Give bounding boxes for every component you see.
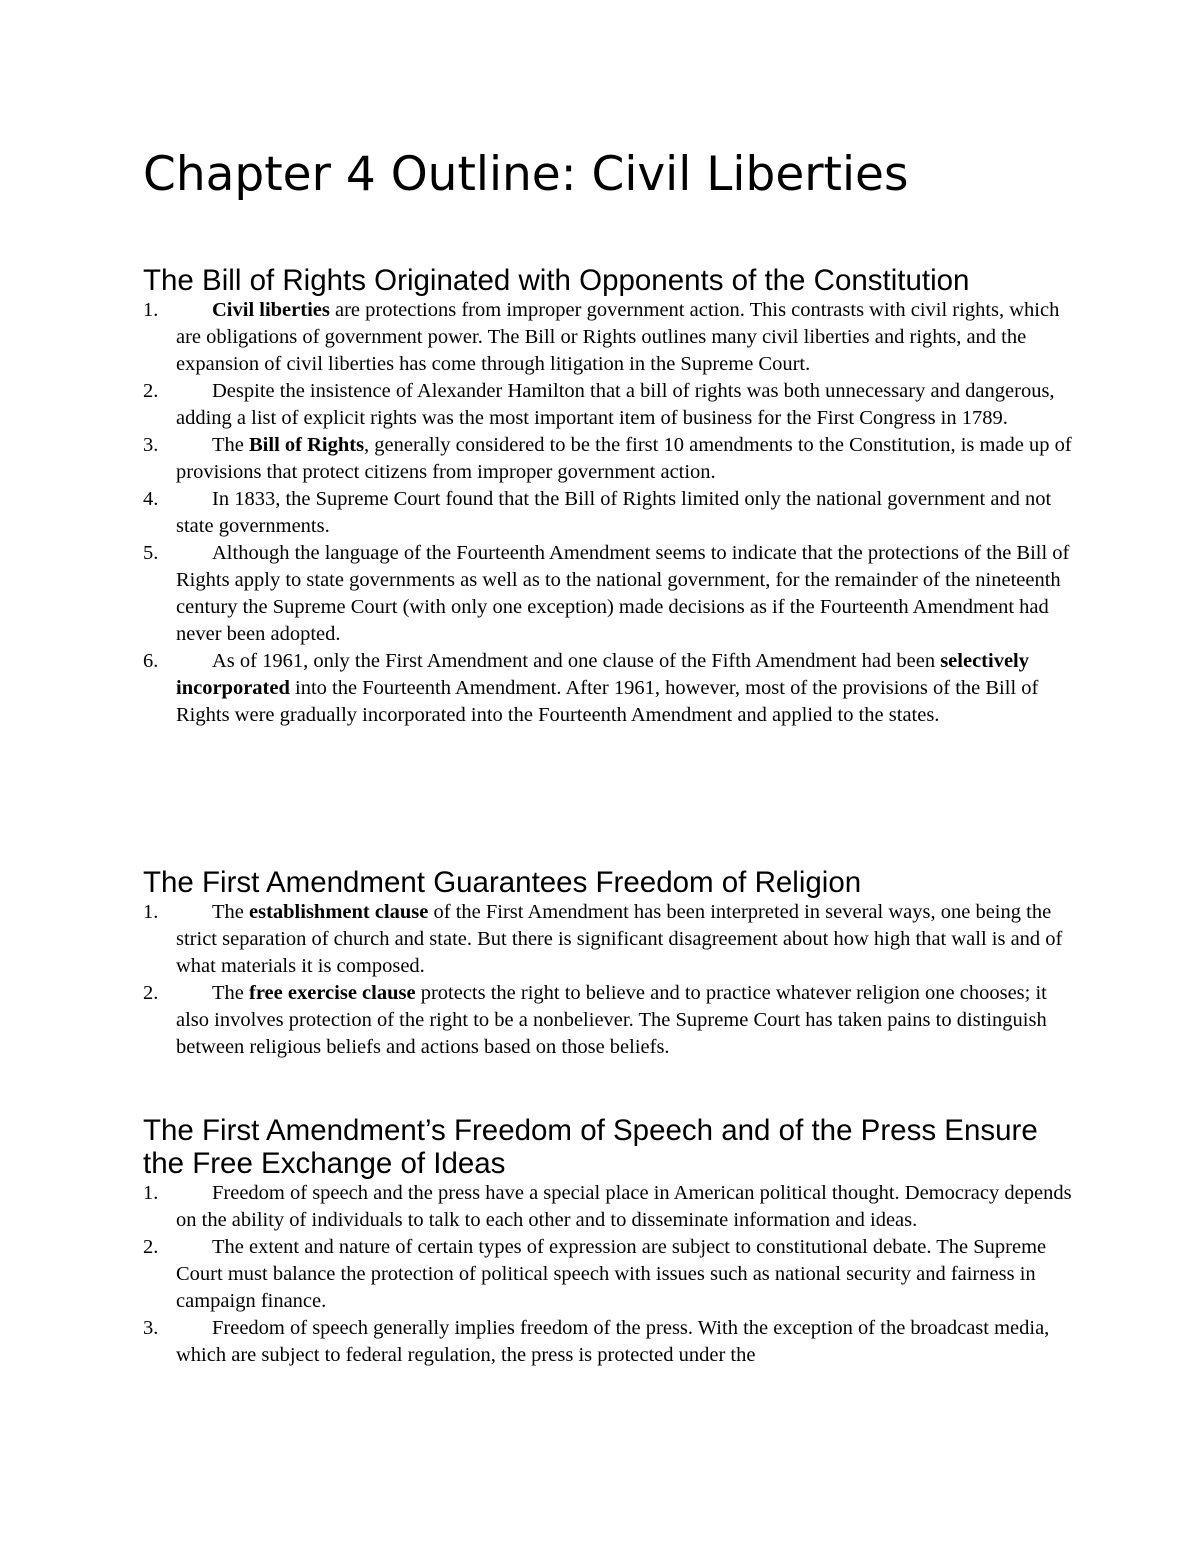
item-number: 3.: [143, 1317, 159, 1339]
list-item: 1. Freedom of speech and the press have a special place in American political thought. Democracy depends on the ability of individuals to talk to each other and to disseminate information and ideas.: [143, 1182, 1072, 1231]
item-number: 2.: [143, 1236, 159, 1258]
key-term: establishment clause: [249, 901, 429, 923]
item-number: 4.: [143, 488, 159, 510]
list-item: 4. In 1833, the Supreme Court found that the Bill of Rights limited only the national government and not state governments.: [143, 488, 1052, 537]
list-item: 3. The Bill of Rights, generally considered to be the first 10 amendments to the Constitution, is made up of provisions that protect citizens from improper government action.: [143, 434, 1072, 483]
list-item: 2. The extent and nature of certain types of expression are subject to constitutional debate. The Supreme Court must balance the protection of political speech with issues such as national security and fairness in campaign finance.: [143, 1236, 1047, 1312]
list-item: 1. The establishment clause of the First Amendment has been interpreted in several ways, one being the strict separation of church and state. But there is significant disagreement about how high that wall is and of what materials it is composed.: [143, 901, 1063, 977]
list-item: 3. Freedom of speech generally implies freedom of the press. With the exception of the broadcast media, which are subject to federal regulation, the press is protected under the: [143, 1317, 1050, 1366]
section-freedom-of-religion: [143, 866, 1073, 1061]
list-item: 5. Although the language of the Fourteenth Amendment seems to indicate that the protections of the Bill of Rights apply to state governments as well as to the national government, for the remainder of the nineteenth century the Supreme Court (with only one exception) made decisions as if the Fourteenth Amendment had never been adopted.: [143, 542, 1070, 645]
outline-list: [143, 297, 1073, 729]
outline-list: [143, 1180, 1073, 1369]
item-number: 2.: [143, 982, 159, 1004]
item-number: 2.: [143, 380, 159, 402]
section-heading: The Bill of Rights Originated with Opponents of the Constitution: [143, 264, 970, 297]
item-number: 1.: [143, 1182, 159, 1204]
item-number: 6.: [143, 650, 159, 672]
key-term: Bill of Rights: [249, 434, 365, 456]
section-freedom-of-speech: [143, 1114, 1073, 1369]
item-number: 3.: [143, 434, 159, 456]
key-term: Civil liberties: [212, 299, 330, 321]
item-number: 5.: [143, 542, 159, 564]
key-term: free exercise clause: [249, 982, 416, 1004]
section-heading: The First Amendment’s Freedom of Speech and of the Press Ensure the Free Exchange of Ideas: [143, 1114, 1038, 1180]
page-title: Chapter 4 Outline: Civil Liberties: [143, 147, 909, 202]
section-bill-of-rights: [143, 264, 1073, 729]
list-item: 6. As of 1961, only the First Amendment and one clause of the Fifth Amendment had been selectively incorporated into the Fourteenth Amendment. After 1961, however, most of the provisions of the Bill of Rights were gradually incorporated into the Fourteenth Amendment and applied to the states.: [143, 650, 1039, 726]
outline-list: [143, 899, 1073, 1061]
list-item: 1. Civil liberties are protections from improper government action. This contrasts with civil rights, which are obligations of government power. The Bill or Rights outlines many civil liberties and rights, and the expansion of civil liberties has come through litigation in the Supreme Court.: [143, 299, 1060, 375]
key-term: selectively incorporated: [176, 650, 1029, 699]
list-item: 2. The free exercise clause protects the right to believe and to practice whatever religion one chooses; it also involves protection of the right to be a nonbeliever. The Supreme Court has taken pains to distinguish between religious beliefs and actions based on those beliefs.: [143, 982, 1047, 1058]
section-heading: The First Amendment Guarantees Freedom of Religion: [143, 866, 862, 899]
item-number: 1.: [143, 901, 159, 923]
list-item: 2. Despite the insistence of Alexander Hamilton that a bill of rights was both unnecessary and dangerous, adding a list of explicit rights was the most important item of business for the First Congress in 1789.: [143, 380, 1055, 429]
item-number: 1.: [143, 299, 159, 321]
